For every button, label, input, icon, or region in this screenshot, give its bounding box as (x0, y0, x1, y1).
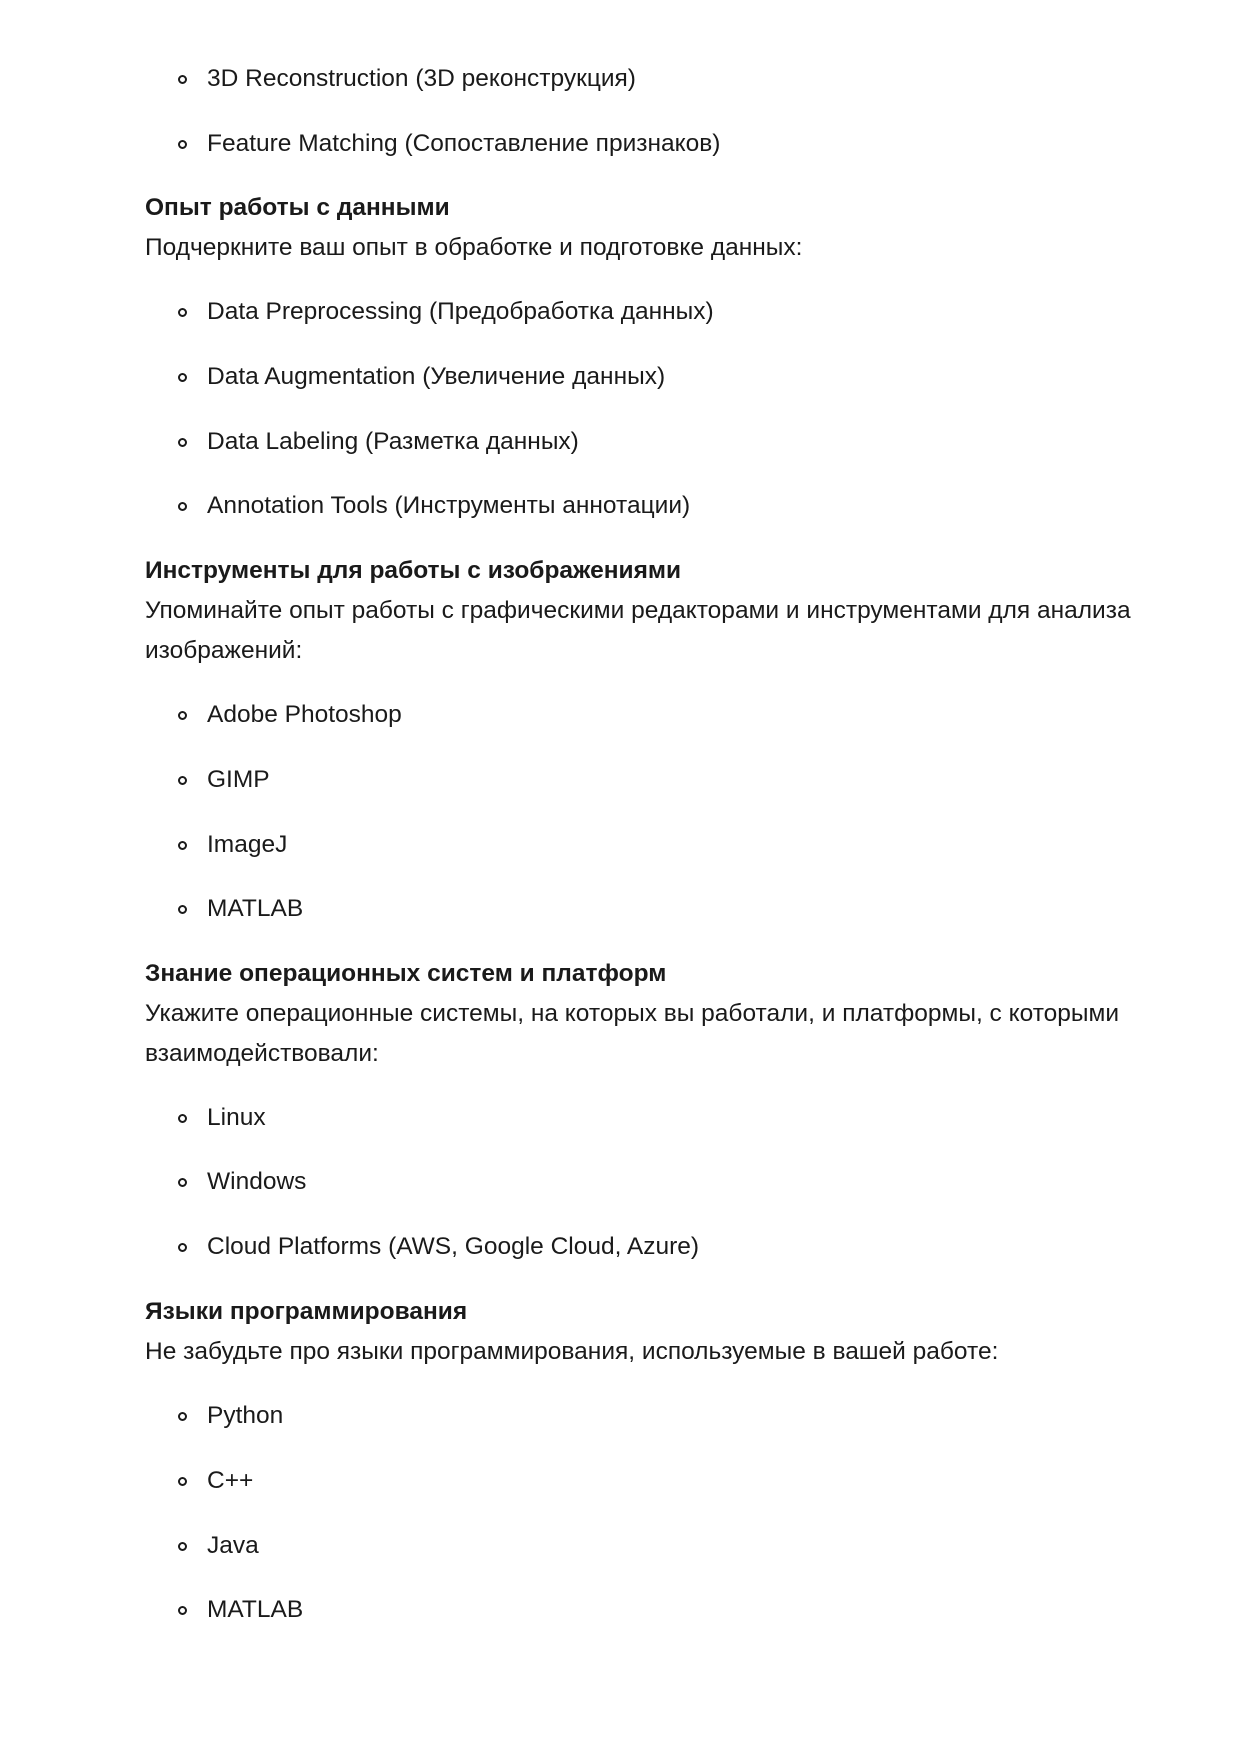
section-description: Укажите операционные системы, на которых вы работали, и платформы, с которыми взаимодействовали: (145, 1000, 1120, 1067)
bullet-circle-icon (178, 140, 187, 149)
bullet-circle-icon (178, 1114, 187, 1123)
bullet-circle-icon (178, 502, 187, 511)
section-title: Инструменты для работы с изображениями (145, 557, 682, 584)
section-title: Опыт работы с данными (145, 194, 450, 221)
bullet-circle-icon (178, 1477, 187, 1486)
bullet-circle-icon (178, 1243, 187, 1252)
bullet-circle-icon (178, 711, 187, 720)
bullet-circle-icon (178, 1412, 187, 1421)
bullet-circle-icon (178, 308, 187, 317)
section-description: Упоминайте опыт работы с графическими редакторами и инструментами для анализа изображений: (145, 597, 1131, 664)
bullet-circle-icon (178, 438, 187, 447)
section-title: Языки программирования (145, 1298, 468, 1325)
bullet-circle-icon (178, 776, 187, 785)
bullet-circle-icon (178, 75, 187, 84)
section-description: Не забудьте про языки программирования, используемые в вашей работе: (145, 1338, 999, 1365)
bullet-circle-icon (178, 1542, 187, 1551)
bullet-circle-icon (178, 905, 187, 914)
section-title: Знание операционных систем и платформ (145, 960, 667, 987)
bullet-circle-icon (178, 1606, 187, 1615)
section-description: Подчеркните ваш опыт в обработке и подготовке данных: (145, 234, 803, 261)
bullet-circle-icon (178, 1178, 187, 1187)
bullet-circle-icon (178, 841, 187, 850)
document-page: 3D Reconstruction (3D реконструкция) Feature Matching (Сопоставление признаков) Опыт работы с данными Подчеркните ваш опыт в обработке и подготовке данных: Data Preprocessing (Предобработка данных) Data Augmentation (Увеличение данных) Data Labeling (Разметка данных) Annotation Tools (Инструменты аннотации) Инструменты для работы с изображениями Упоминайте опыт работы с графическими редакторами и инструментами для анализа изображений: Adobe Photoshop GIMP ImageJ MATLAB Знание операционных систем и платформ Укажите операционные системы, на которых вы работали, и платформы, с которыми взаимодействовали: Linux Windows Cloud Platforms (AWS, Google Cloud, Azure) Языки программирования Не забудьте про языки программирования, используемые в вашей работе: Python C++ Java MATLAB (0, 0, 1239, 1753)
bullet-circle-icon (178, 373, 187, 382)
